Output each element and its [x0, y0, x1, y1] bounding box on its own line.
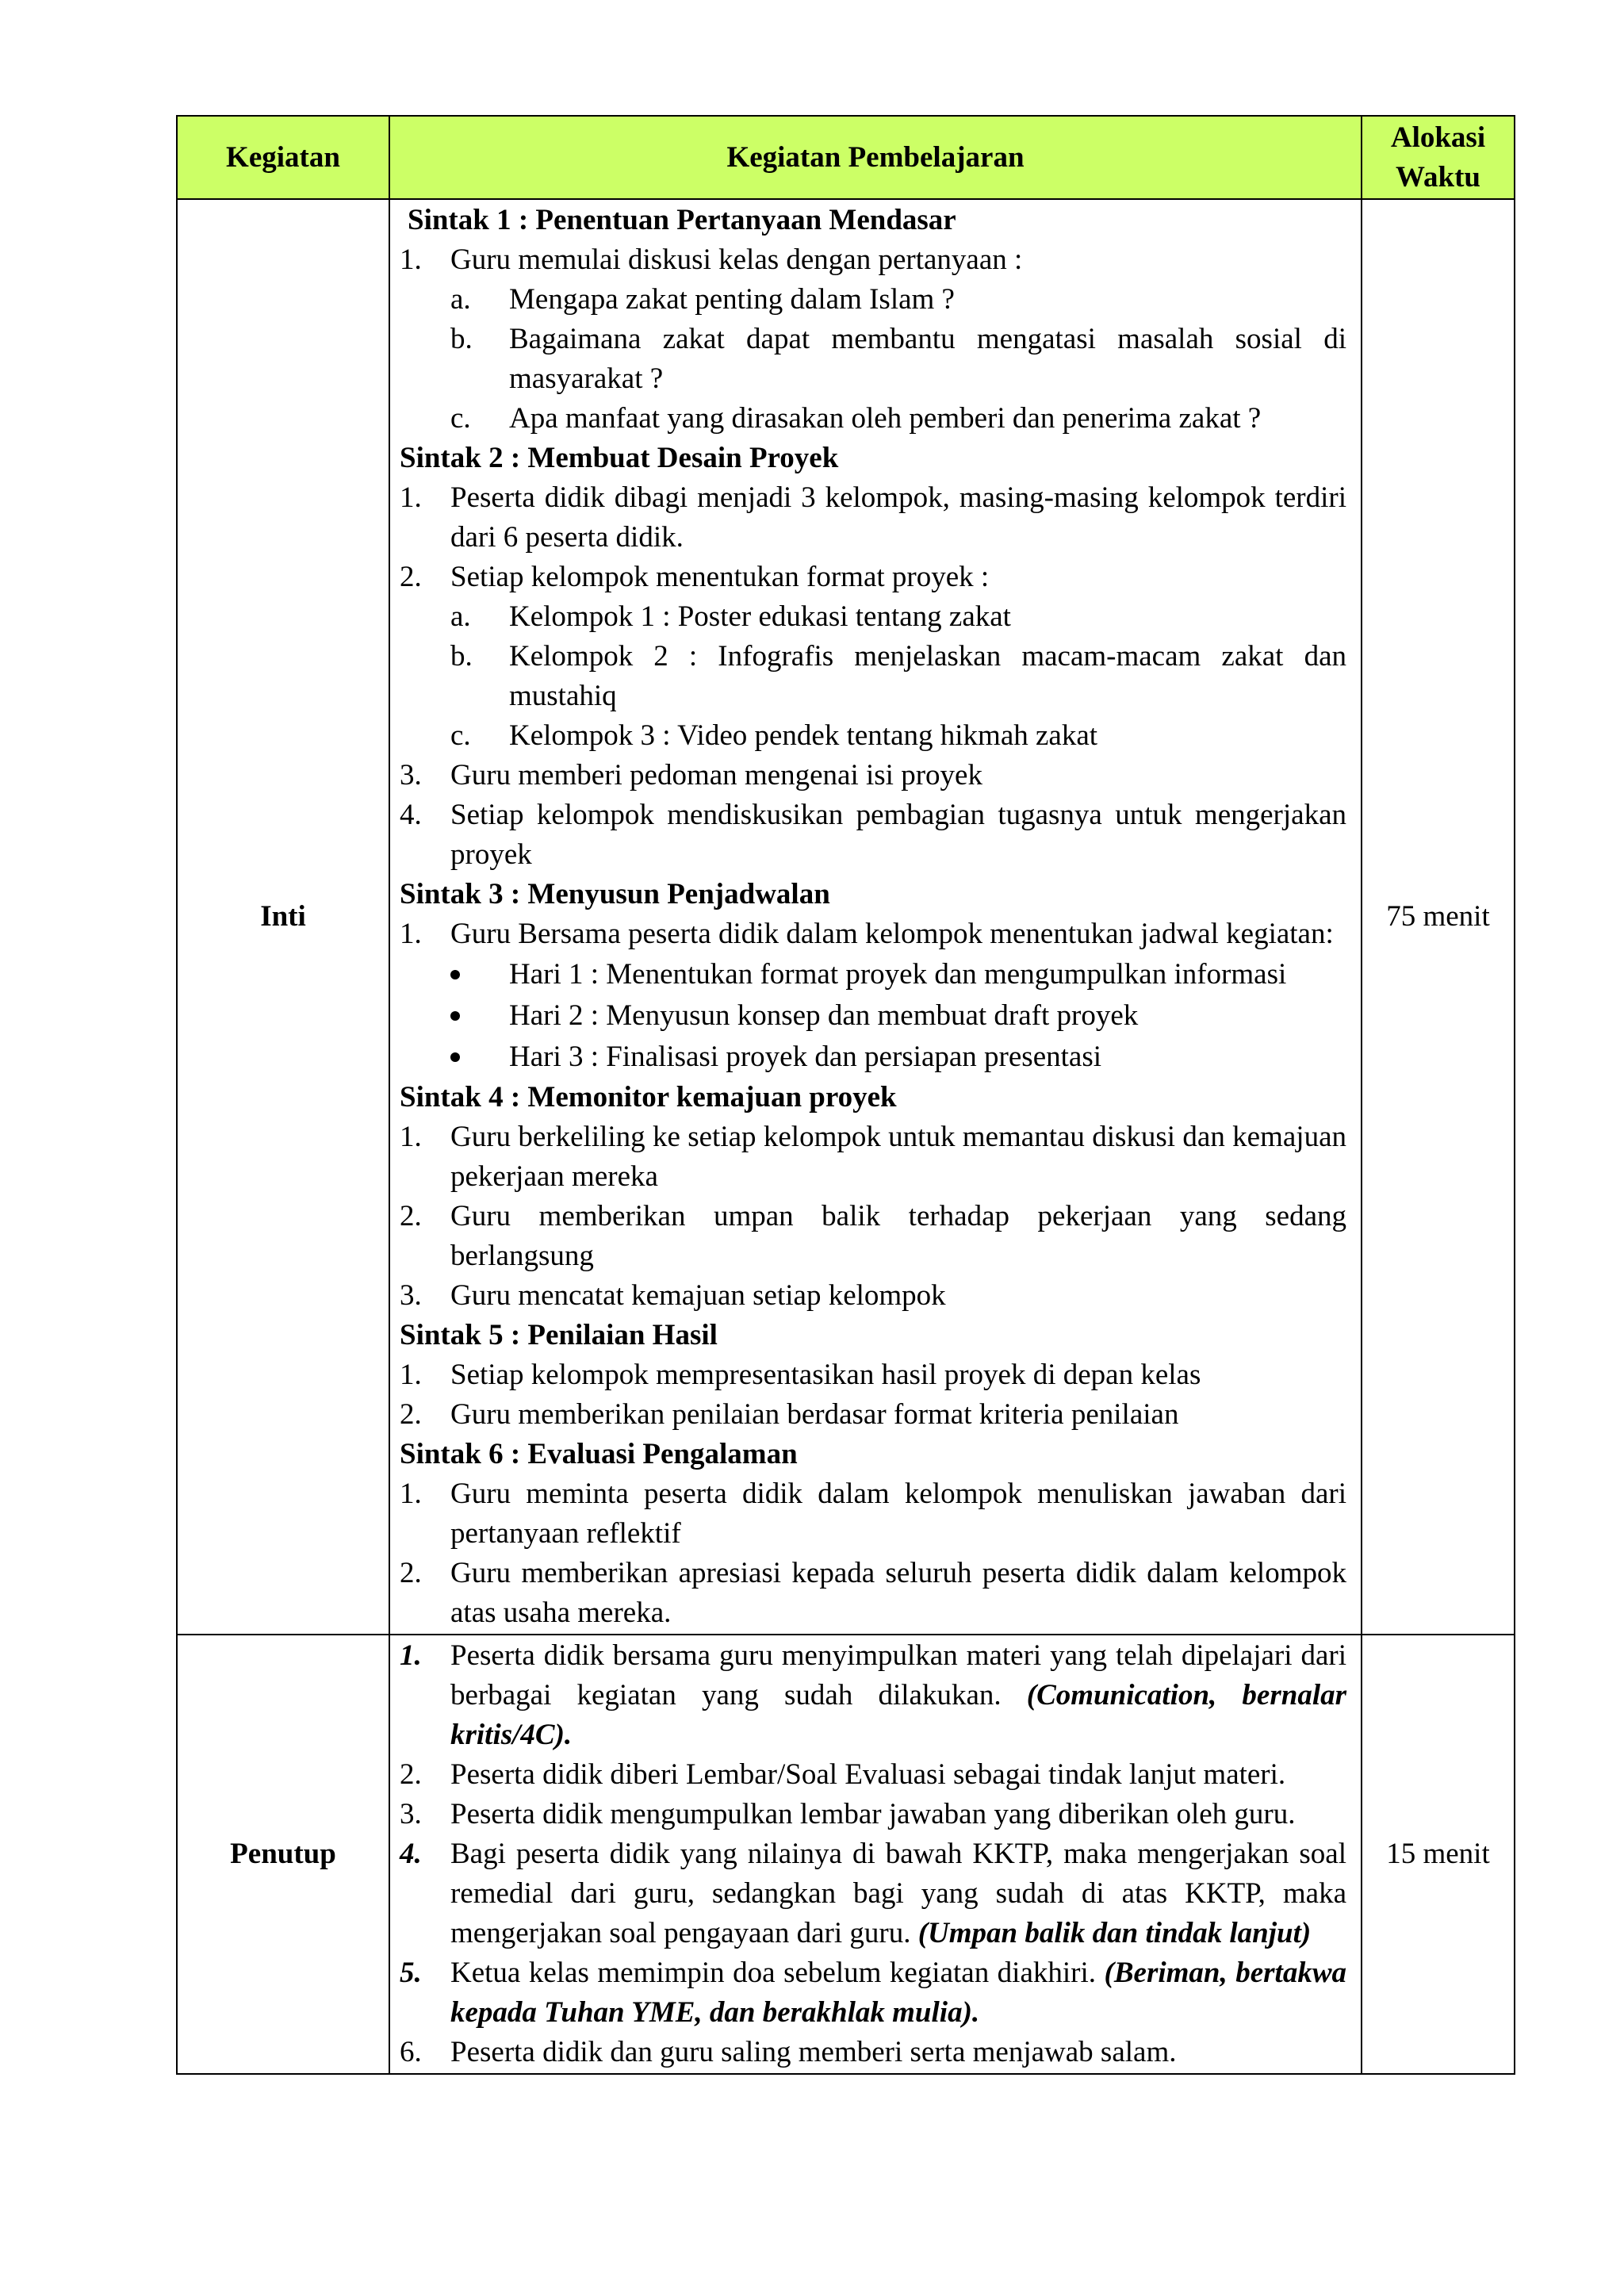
list-item — [400, 1636, 1346, 1755]
list-number: 3. — [400, 759, 422, 792]
list-text: Setiap kelompok mendiskusikan pembagian tugasnya untuk mengerjakan proyek — [450, 799, 1346, 871]
inti-content — [389, 199, 1362, 1635]
list-number: 1. — [400, 481, 422, 514]
sub-list-text: Apa manfaat yang dirasakan oleh pemberi dan penerima zakat ? — [509, 402, 1262, 435]
bullet-item — [450, 995, 1346, 1037]
list-note: (Umpan balik dan tindak lanjut) — [917, 1917, 1312, 1949]
list-number: 1. — [400, 1478, 422, 1510]
list-text: Guru meminta peserta didik dalam kelompok menuliskan jawaban dari pertanyaan reflektif — [450, 1478, 1346, 1550]
list-item — [400, 1953, 1346, 2033]
list-number: 2. — [400, 1557, 422, 1589]
list-number: 2. — [400, 561, 422, 593]
list-item — [400, 1755, 1346, 1795]
list-item — [400, 1554, 1346, 1633]
sintak-3-list — [400, 914, 1346, 1078]
list-number: 1. — [400, 918, 422, 950]
list-text: Peserta didik dan guru saling memberi serta menjawab salam. — [450, 2036, 1177, 2068]
list-number: 1. — [400, 1121, 422, 1153]
sintak-4-title: Sintak 4 : Memonitor kemajuan proyek — [400, 1081, 897, 1114]
list-number: 5. — [400, 1957, 422, 1989]
sub-list-text: Kelompok 2 : Infografis menjelaskan macam-macam zakat dan mustahiq — [509, 640, 1346, 712]
list-number: 3. — [400, 1798, 422, 1830]
sintak-4-list — [400, 1117, 1346, 1316]
list-item — [400, 478, 1346, 558]
bullet-item — [450, 954, 1346, 995]
lesson-plan-table — [176, 115, 1515, 2075]
list-item — [400, 1795, 1346, 1834]
list-note: (Beriman, bertakwa kepada Tuhan YME, dan berakhlak mulia). — [450, 1957, 1347, 2029]
list-text: Guru memberikan apresiasi kepada seluruh peserta didik dalam kelompok atas usaha mereka. — [450, 1557, 1346, 1629]
list-item — [400, 914, 1346, 1078]
list-item — [400, 1197, 1346, 1276]
list-item — [400, 756, 1346, 795]
list-text: Bagi peserta didik yang nilainya di bawah KKTP, maka mengerjakan soal remedial dari guru, sedangkan bagi yang sudah di atas KKTP, maka mengerjakan soal pengayaan dari guru. — [450, 1838, 1346, 1949]
sintak-5-list — [400, 1355, 1346, 1435]
list-text: Guru memberikan penilaian berdasar format kriteria penilaian — [450, 1398, 1179, 1431]
bullet-icon — [450, 1011, 460, 1021]
list-number: 1. — [400, 243, 422, 276]
sub-list-text: Kelompok 1 : Poster edukasi tentang zakat — [509, 600, 1011, 633]
sub-list-text: Mengapa zakat penting dalam Islam ? — [509, 283, 955, 316]
sub-list-item — [450, 399, 1346, 439]
sintak-2-title: Sintak 2 : Membuat Desain Proyek — [400, 442, 839, 474]
list-text: Peserta didik diberi Lembar/Soal Evaluasi sebagai tindak lanjut materi. — [450, 1758, 1286, 1791]
sub-list-letter: b. — [450, 640, 473, 673]
list-number: 4. — [400, 799, 422, 831]
kegiatan-penutup: Penutup — [177, 1635, 389, 2074]
sintak-3-title: Sintak 3 : Menyusun Penjadwalan — [400, 878, 830, 910]
list-text: Setiap kelompok mempresentasikan hasil proyek di depan kelas — [450, 1359, 1201, 1391]
sub-list-letter: a. — [450, 283, 471, 316]
list-text: Peserta didik mengumpulkan lembar jawaban yang diberikan oleh guru. — [450, 1798, 1296, 1830]
list-text: Guru memulai diskusi kelas dengan pertanyaan : — [450, 243, 1023, 276]
bullet-text: Hari 1 : Menentukan format proyek dan mengumpulkan informasi — [509, 958, 1287, 991]
table-header-row — [177, 116, 1515, 199]
header-alokasi-waktu: Alokasi Waktu — [1362, 116, 1515, 199]
sub-list — [450, 597, 1346, 756]
list-text: Setiap kelompok menentukan format proyek : — [450, 561, 990, 593]
bullet-icon — [450, 970, 460, 979]
alokasi-inti: 75 menit — [1362, 199, 1515, 1635]
alokasi-penutup: 15 menit — [1362, 1635, 1515, 2074]
list-item — [400, 1395, 1346, 1435]
sintak-2-list — [400, 478, 1346, 875]
sub-list-text: Bagaimana zakat dapat membantu mengatasi masalah sosial di masyarakat ? — [509, 323, 1346, 395]
list-text: Guru Bersama peserta didik dalam kelompok menentukan jadwal kegiatan: — [450, 918, 1334, 950]
penutup-list — [400, 1636, 1346, 2072]
header-kegiatan: Kegiatan — [177, 116, 389, 199]
list-item — [400, 795, 1346, 875]
sub-list-letter: b. — [450, 323, 473, 355]
penutup-content — [389, 1635, 1362, 2074]
list-number: 4. — [400, 1838, 422, 1870]
list-number: 1. — [400, 1639, 422, 1672]
sub-list-item — [450, 716, 1346, 756]
sub-list — [450, 280, 1346, 439]
sub-list-item — [450, 280, 1346, 320]
sub-list-item — [450, 637, 1346, 716]
list-text: Guru berkeliling ke setiap kelompok untuk memantau diskusi dan kemajuan pekerjaan mereka — [450, 1121, 1346, 1193]
bullet-text: Hari 3 : Finalisasi proyek dan persiapan presentasi — [509, 1041, 1101, 1073]
sub-list-item — [450, 320, 1346, 399]
list-item — [400, 1276, 1346, 1316]
header-kegiatan-pembelajaran: Kegiatan Pembelajaran — [389, 116, 1362, 199]
sub-list-letter: a. — [450, 600, 471, 633]
sub-list-item — [450, 597, 1346, 637]
bullet-icon — [450, 1052, 460, 1062]
list-number: 1. — [400, 1359, 422, 1391]
list-text: Ketua kelas memimpin doa sebelum kegiatan diakhiri. — [450, 1957, 1097, 1989]
sub-list-letter: c. — [450, 402, 471, 435]
list-text: Peserta didik bersama guru menyimpulkan materi yang telah dipelajari dari berbagai kegiatan yang sudah dilakukan. — [450, 1639, 1346, 1711]
sintak-1-title: Sintak 1 : Penentuan Pertanyaan Mendasar — [408, 204, 956, 236]
list-item — [400, 558, 1346, 756]
list-item — [400, 240, 1346, 439]
bullet-text: Hari 2 : Menyusun konsep dan membuat draft proyek — [509, 999, 1139, 1032]
kegiatan-inti: Inti — [177, 199, 389, 1635]
list-item — [400, 2033, 1346, 2072]
bullet-list — [450, 954, 1346, 1078]
list-text: Guru memberi pedoman mengenai isi proyek — [450, 759, 982, 792]
list-number: 2. — [400, 1758, 422, 1791]
sub-list-text: Kelompok 3 : Video pendek tentang hikmah zakat — [509, 719, 1098, 752]
list-item — [400, 1474, 1346, 1554]
list-item — [400, 1834, 1346, 1953]
bullet-item — [450, 1037, 1346, 1078]
list-note: (Comunication, bernalar kritis/4C). — [450, 1679, 1347, 1751]
table-row-penutup — [177, 1635, 1515, 2074]
sintak-5-title: Sintak 5 : Penilaian Hasil — [400, 1319, 718, 1351]
sub-list-letter: c. — [450, 719, 471, 752]
sintak-6-title: Sintak 6 : Evaluasi Pengalaman — [400, 1438, 798, 1470]
table-row-inti — [177, 199, 1515, 1635]
list-number: 2. — [400, 1398, 422, 1431]
list-number: 2. — [400, 1200, 422, 1232]
sintak-1-list — [400, 240, 1346, 439]
list-item — [400, 1117, 1346, 1197]
list-text: Guru memberikan umpan balik terhadap pekerjaan yang sedang berlangsung — [450, 1200, 1346, 1272]
list-number: 6. — [400, 2036, 422, 2068]
list-text: Peserta didik dibagi menjadi 3 kelompok, masing-masing kelompok terdiri dari 6 peserta didik. — [450, 481, 1346, 554]
sintak-6-list — [400, 1474, 1346, 1633]
list-text: Guru mencatat kemajuan setiap kelompok — [450, 1279, 946, 1312]
list-item — [400, 1355, 1346, 1395]
list-number: 3. — [400, 1279, 422, 1312]
